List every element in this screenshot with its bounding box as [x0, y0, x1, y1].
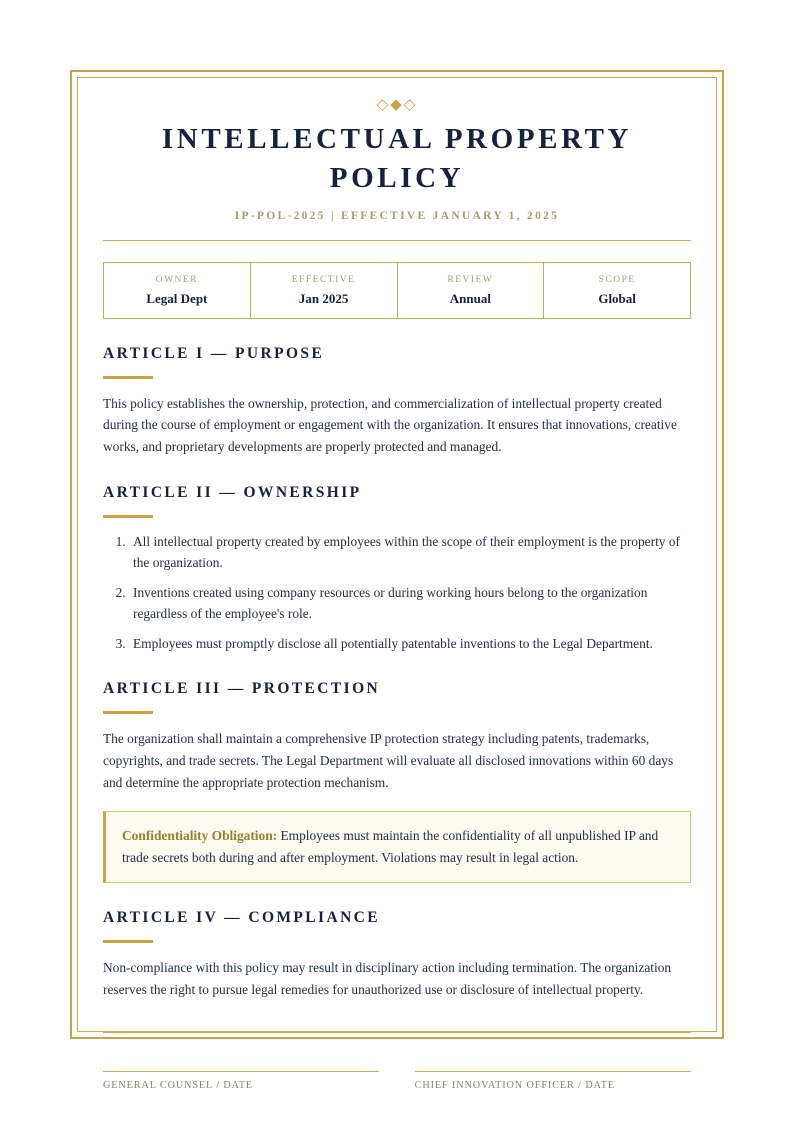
heading-underline [103, 940, 153, 943]
article-heading: ARTICLE IV — COMPLIANCE [103, 909, 380, 927]
metadata-value: Global [598, 291, 636, 306]
signature-label: CHIEF INNOVATION OFFICER / DATE [414, 1080, 615, 1092]
metadata-label: OWNER [155, 275, 199, 285]
signature-line [415, 1071, 691, 1072]
metadata-label: REVIEW [447, 275, 494, 285]
metadata-table [103, 262, 691, 319]
metadata-value: Annual [449, 291, 491, 306]
document-content [72, 72, 722, 1092]
signature-block [103, 1071, 691, 1092]
article-paragraph: This policy establishes the ownership, protection, and commercialization of intellectual property created during the course of employment or engagement with the organization. It ensures that innovations, creative works, and proprietary developments are properly protected and managed. [103, 395, 677, 455]
signature-chief-innovation-officer [415, 1071, 691, 1092]
list-item: 1. All intellectual property created by employees within the scope of their employment is the property of the organization. [129, 531, 691, 574]
heading-underline [103, 376, 153, 379]
ownership-clause-list [103, 531, 691, 655]
document-subtitle: IP-POL-2025 | EFFECTIVE JANUARY 1, 2025 [234, 210, 560, 222]
article-section-protection [103, 679, 691, 883]
diamond-ornament-icon: ◇◆◇ [376, 97, 418, 113]
article-section-compliance [103, 908, 691, 1000]
signature-general-counsel [103, 1071, 379, 1092]
callout-text: Employees must maintain the confidentiality of all unpublished IP and trade secrets both during and after employment. Violations may result in legal action. [122, 828, 659, 865]
heading-underline [103, 515, 153, 518]
metadata-cell-scope [543, 263, 690, 318]
footer-divider [103, 1032, 691, 1033]
callout-label: Confidentiality Obligation: [122, 828, 278, 844]
page-title: INTELLECTUAL PROPERTY POLICY [161, 123, 633, 194]
metadata-cell-effective [250, 263, 397, 318]
signature-line [103, 1071, 379, 1072]
metadata-cell-review [397, 263, 544, 318]
list-item: 3. Employees must promptly disclose all potentially patentable inventions to the Legal Department. [129, 633, 691, 655]
article-paragraph: Non-compliance with this policy may result in disciplinary action including termination. The organization reserves the right to pursue legal remedies for unauthorized use or disclosure of intellectual property. [103, 960, 672, 997]
article-paragraph: The organization shall maintain a comprehensive IP protection strategy including patents, trademarks, copyrights, and trade secrets. The Legal Department will evaluate all disclosed innovations within 60 days and determine the appropriate protection mechanism. [103, 731, 674, 790]
article-heading: ARTICLE II — OWNERSHIP [103, 483, 362, 501]
confidentiality-callout [103, 811, 691, 883]
article-section-ownership [103, 483, 691, 655]
metadata-label: SCOPE [598, 275, 636, 285]
metadata-value: Legal Dept [146, 291, 208, 306]
article-section-purpose [103, 344, 691, 458]
document-page [70, 70, 724, 1092]
metadata-cell-owner [104, 263, 250, 318]
header-divider [103, 240, 691, 241]
list-item: 2. Inventions created using company resources or during working hours belong to the organization regardless of the employee's role. [129, 582, 691, 625]
signature-label: GENERAL COUNSEL / DATE [103, 1080, 254, 1092]
heading-underline [103, 711, 153, 714]
metadata-value: Jan 2025 [298, 291, 349, 306]
article-heading: ARTICLE III — PROTECTION [103, 680, 381, 698]
article-heading: ARTICLE I — PURPOSE [103, 345, 325, 362]
metadata-label: EFFECTIVE [291, 275, 356, 285]
